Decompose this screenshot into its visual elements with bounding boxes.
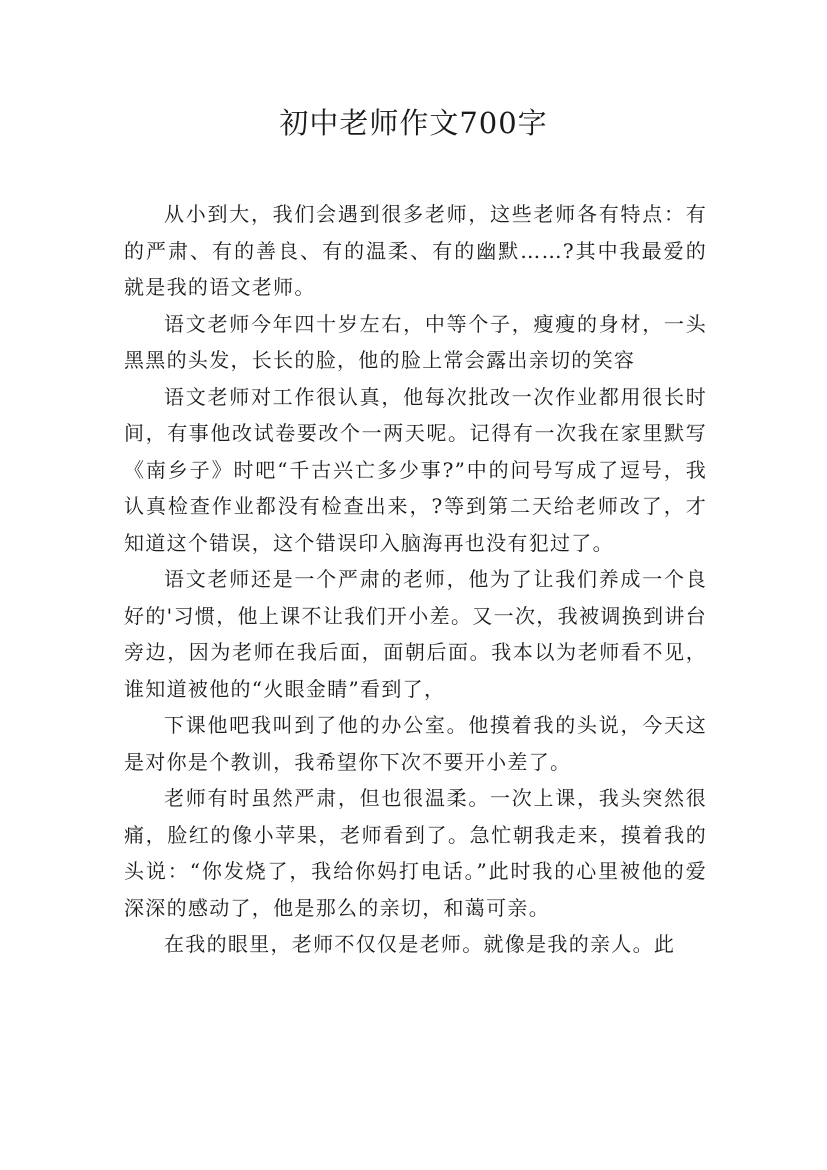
paragraph-1: 从小到大，我们会遇到很多老师，这些老师各有特点：有的严肃、有的善良、有的温柔、有的幽默……?其中我最爱的就是我的语文老师。 (124, 202, 707, 299)
paragraph-5: 下课他吧我叫到了他的办公室。他摸着我的头说，今天这是对你是个教训，我希望你下次不要开小差了。 (124, 713, 707, 774)
paragraph-4: 语文老师还是一个严肃的老师，他为了让我们养成一个良好的'习惯，他上课不让我们开小差。又一次，我被调换到讲台旁边，因为老师在我后面，面朝后面。我本以为老师看不见，谁知道被他的“火眼金睛”看到了， (124, 567, 707, 701)
paragraph-7: 在我的眼里，老师不仅仅是老师。就像是我的亲人。此 (164, 932, 676, 956)
document-title: 初中老师作文700字 (279, 106, 548, 140)
paragraph-3: 语文老师对工作很认真，他每次批改一次作业都用很长时间，有事他改试卷要改个一两天呢。记得有一次我在家里默写《南乡子》时吧“千古兴亡多少事?”中的问号写成了逗号，我认真检查作业都没有检查出来，?等到第二天给老师改了，才知道这个错误，这个错误印入脑海再也没有犯过了。 (124, 384, 707, 555)
document-body (124, 196, 707, 963)
paragraph-2: 语文老师今年四十岁左右，中等个子，瘦瘦的身材，一头黑黑的头发，长长的脸，他的脸上常会露出亲切的笑容 (124, 311, 707, 372)
paragraph-6: 老师有时虽然严肃，但也很温柔。一次上课，我头突然很痛，脸红的像小苹果，老师看到了。急忙朝我走来，摸着我的头说：“你发烧了，我给你妈打电话。”此时我的心里被他的爱深深的感动了，他是那么的亲切，和蔼可亲。 (124, 786, 707, 920)
